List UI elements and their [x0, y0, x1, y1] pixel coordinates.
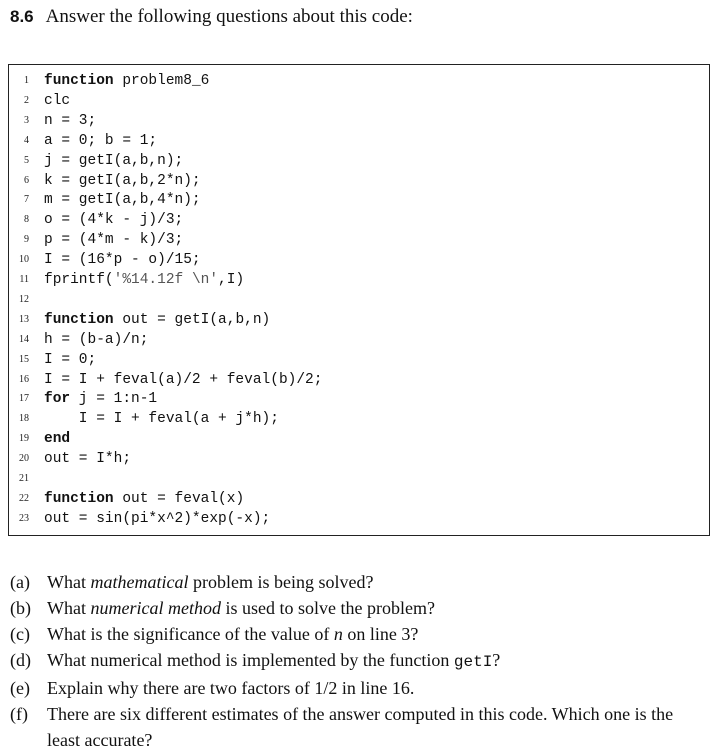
line-number: 22	[19, 492, 29, 504]
code-text: m = getI(a,b,4*n);	[44, 192, 201, 209]
code-text: function out = feval(x)	[44, 490, 245, 507]
line-number: 11	[19, 274, 29, 285]
question-list	[10, 569, 710, 753]
code-text: I = I + feval(a)/2 + feval(b)/2;	[44, 371, 323, 388]
question-f: (f) There are six different estimates of the answer computed in this code. Which one is the least accurate?	[10, 701, 710, 753]
keyword: function	[44, 490, 114, 507]
question-b: (b) What numerical method is used to solve the problem?	[10, 595, 710, 621]
code-text: function out = getI(a,b,n)	[44, 311, 271, 328]
code-text: out = sin(pi*x^2)*exp(-x);	[44, 510, 271, 527]
keyword: function	[44, 311, 114, 328]
code-text: h = (b-a)/n;	[44, 331, 149, 348]
question-label: (a)	[10, 572, 30, 592]
string-literal: '%14.12f \n'	[113, 272, 219, 288]
code-text: j = getI(a,b,n);	[44, 152, 184, 169]
code-text: clc	[44, 92, 71, 109]
code-text: function problem8_6	[44, 73, 210, 89]
line-number: 18	[19, 413, 29, 425]
keyword: end	[44, 431, 71, 448]
line-number: 20	[19, 453, 29, 465]
code-text: I = (16*p - o)/15;	[44, 252, 201, 269]
line-number: 4	[24, 134, 29, 146]
code-text: out = I*h;	[44, 451, 132, 468]
problem-number: 8.6	[10, 7, 34, 26]
question-a: (a) What mathematical problem is being solved?	[10, 569, 710, 595]
question-e: (e) Explain why there are two factors of 1/2 in line 16.	[10, 675, 710, 701]
question-label: (f)	[10, 704, 28, 724]
question-label: (d)	[10, 650, 31, 670]
line-number: 16	[19, 373, 29, 385]
line-number: 12	[19, 293, 29, 305]
line-number: 1	[24, 75, 29, 86]
line-number: 3	[24, 114, 29, 126]
code-text: p = (4*m - k)/3;	[44, 232, 184, 249]
line-number: 6	[24, 174, 29, 186]
line-number: 19	[19, 433, 29, 445]
code-text: a = 0; b = 1;	[44, 132, 158, 149]
line-number: 15	[19, 353, 29, 365]
code-text: I = I + feval(a + j*h);	[44, 411, 279, 428]
keyword: for	[44, 391, 71, 408]
code-text: I = 0;	[44, 351, 97, 368]
code-text: for j = 1:n-1	[44, 391, 158, 408]
code-listing	[8, 64, 710, 536]
code-text: n = 3;	[44, 112, 97, 129]
line-number: 7	[24, 194, 29, 206]
code-text: k = getI(a,b,2*n);	[44, 172, 201, 189]
question-d: (d) What numerical method is implemented by the function getI?	[10, 647, 710, 675]
problem-heading	[10, 6, 413, 28]
line-number: 8	[24, 214, 29, 226]
line-number: 2	[24, 94, 29, 106]
line-number: 21	[19, 473, 29, 484]
question-label: (b)	[10, 598, 31, 618]
code-text	[44, 429, 70, 449]
code-text: fprintf('%14.12f \n',I)	[44, 272, 245, 288]
question-c: (c) What is the significance of the value of n on line 3?	[10, 621, 710, 647]
question-label: (c)	[10, 624, 30, 644]
line-number: 23	[19, 512, 29, 524]
line-number: 14	[19, 333, 29, 345]
keyword: function	[44, 73, 114, 89]
line-number: 5	[24, 154, 29, 166]
line-number: 13	[19, 313, 29, 325]
line-number: 9	[24, 234, 29, 246]
question-label: (e)	[10, 678, 30, 698]
line-number: 10	[19, 254, 29, 266]
line-number: 17	[19, 393, 29, 405]
problem-instruction: Answer the following questions about this code:	[45, 6, 413, 27]
code-text: o = (4*k - j)/3;	[44, 212, 184, 229]
